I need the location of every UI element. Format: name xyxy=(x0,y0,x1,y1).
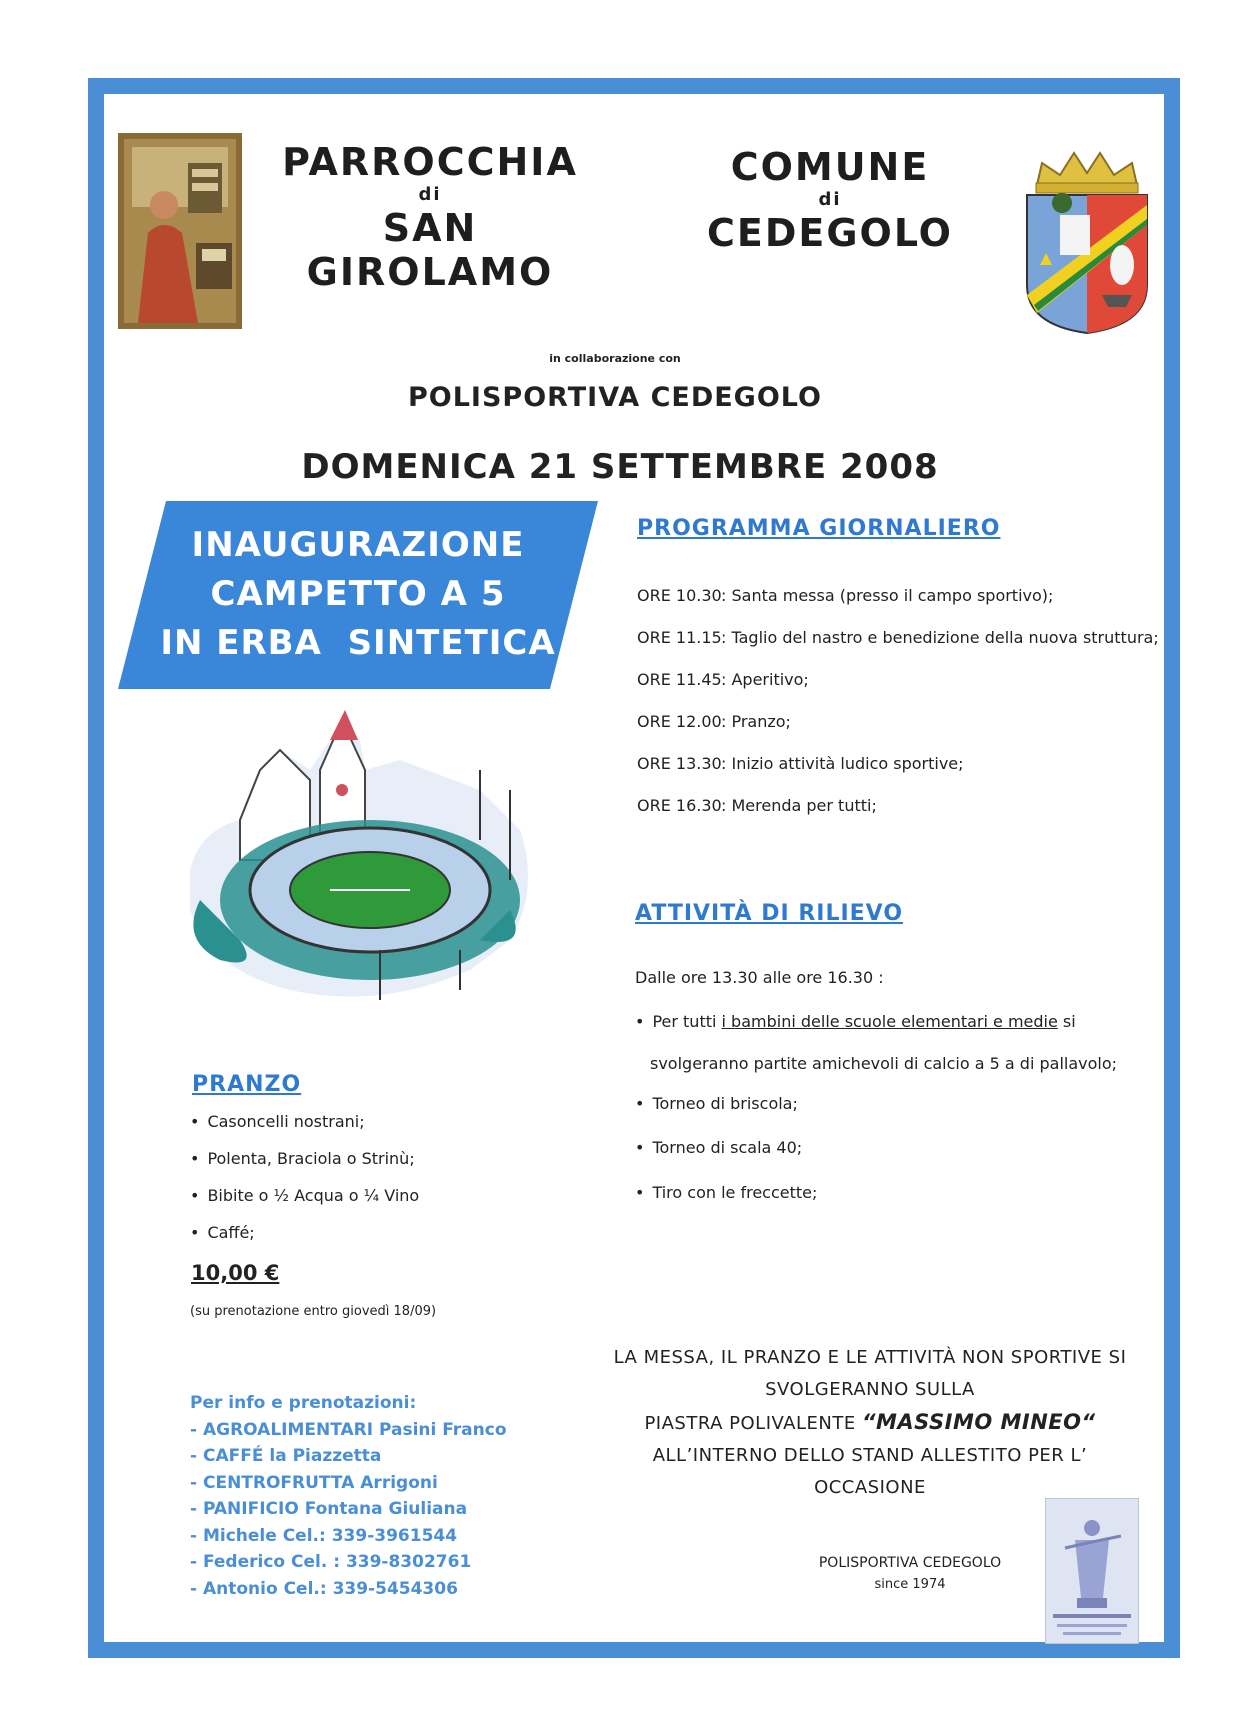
program-item xyxy=(637,754,1159,796)
polisportiva-logo xyxy=(1045,1498,1139,1644)
activities-intro: Dalle ore 13.30 alle ore 16.30 : xyxy=(635,968,884,987)
lunch-menu xyxy=(190,1112,419,1260)
footer-since: since 1974 xyxy=(874,1577,946,1592)
inauguration-banner xyxy=(118,501,598,689)
program-item xyxy=(637,670,1159,712)
lunch-item: • Caffé; xyxy=(190,1223,419,1260)
footer-org: POLISPORTIVA CEDEGOLO xyxy=(818,1555,1002,1571)
notice-line2: SVOLGERANNO SULLA xyxy=(765,1379,975,1400)
collaboration-label: in collaborazione con xyxy=(549,352,681,365)
program-list xyxy=(637,586,1159,838)
program-text: : Santa messa (presso il campo sportivo); xyxy=(721,586,1054,605)
stadium-illustration xyxy=(180,710,550,1010)
info-line: - PANIFICIO Fontana Giuliana xyxy=(190,1499,468,1519)
parish-header xyxy=(270,140,590,294)
program-time: ORE 13.30 xyxy=(637,754,722,773)
program-item xyxy=(637,796,1159,838)
parish-di: di xyxy=(418,184,442,205)
municipality-line2: CEDEGOLO xyxy=(706,211,953,255)
info-line: - CAFFÉ la Piazzetta xyxy=(190,1446,382,1466)
program-time: ORE 12.00 xyxy=(637,712,722,731)
activity-item: • Torneo di briscola; xyxy=(635,1094,798,1113)
notice-line1: LA MESSA, IL PRANZO E LE ATTIVITÀ NON SPORTIVE SI xyxy=(613,1347,1127,1368)
activity-item: • Torneo di scala 40; xyxy=(635,1138,802,1157)
municipality-di: di xyxy=(818,189,842,210)
municipality-line1: COMUNE xyxy=(730,145,930,189)
program-time: ORE 16.30 xyxy=(637,796,722,815)
event-date: DOMENICA 21 SETTEMBRE 2008 xyxy=(301,447,939,487)
program-title: PROGRAMMA GIORNALIERO xyxy=(637,516,1001,541)
notice-line4: ALL’INTERNO DELLO STAND ALLESTITO PER L’ OCCASIONE xyxy=(652,1445,1088,1498)
program-time: ORE 11.45 xyxy=(637,670,722,689)
program-time: ORE 11.15 xyxy=(637,628,722,647)
parish-line2: SAN GIROLAMO xyxy=(306,206,554,294)
partner-name: POLISPORTIVA CEDEGOLO xyxy=(407,382,822,413)
lunch-item: • Casoncelli nostrani; xyxy=(190,1112,419,1149)
program-text: : Pranzo; xyxy=(721,712,791,731)
info-block xyxy=(190,1390,507,1602)
info-line: - Antonio Cel.: 339-5454306 xyxy=(190,1578,458,1599)
notice-line3: PIASTRA POLIVALENTE “MASSIMO MINEO“ xyxy=(644,1410,1096,1434)
banner-line3: IN ERBA SINTETICA xyxy=(160,623,556,663)
info-line: - Michele Cel.: 339-3961544 xyxy=(190,1525,458,1546)
info-title: Per info e prenotazioni: xyxy=(190,1393,417,1413)
venue-name: “MASSIMO MINEO“ xyxy=(861,1410,1096,1434)
lunch-price: 10,00 € xyxy=(191,1261,280,1285)
lunch-note: (su prenotazione entro giovedì 18/09) xyxy=(190,1304,437,1319)
activity-item: • Per tutti i bambini delle scuole elementari e medie si xyxy=(635,1012,1076,1031)
program-item xyxy=(637,586,1159,628)
footer-signature xyxy=(800,1552,1020,1596)
activity-item: • Tiro con le freccette; xyxy=(635,1183,817,1202)
program-text: : Merenda per tutti; xyxy=(721,796,877,815)
lunch-item: • Bibite o ½ Acqua o ¼ Vino xyxy=(190,1186,419,1223)
program-text: : Aperitivo; xyxy=(721,670,809,689)
program-text: : Taglio del nastro e benedizione della nuova struttura; xyxy=(721,628,1159,647)
info-line: - Federico Cel. : 339-8302761 xyxy=(190,1552,472,1572)
activity-item-continued: svolgeranno partite amichevoli di calcio a 5 a di pallavolo; xyxy=(650,1054,1118,1073)
banner-line2: CAMPETTO A 5 xyxy=(210,574,506,614)
municipality-header xyxy=(700,145,960,255)
program-item xyxy=(637,628,1159,670)
program-text: : Inizio attività ludico sportive; xyxy=(721,754,964,773)
coat-of-arms xyxy=(1022,145,1152,335)
activity-underlined: i bambini delle scuole elementari e medie xyxy=(721,1012,1058,1031)
saint-jerome-painting xyxy=(118,133,242,329)
program-time: ORE 10.30 xyxy=(637,586,722,605)
info-line: - AGROALIMENTARI Pasini Franco xyxy=(190,1419,507,1440)
program-item xyxy=(637,712,1159,754)
info-line: - CENTROFRUTTA Arrigoni xyxy=(190,1472,438,1493)
parish-line1: PARROCCHIA xyxy=(282,140,578,184)
venue-notice xyxy=(610,1342,1130,1504)
banner-line1: INAUGURAZIONE xyxy=(191,525,525,565)
lunch-title: PRANZO xyxy=(192,1072,302,1097)
lunch-item: • Polenta, Braciola o Strinù; xyxy=(190,1149,419,1186)
activities-title: ATTIVITÀ DI RILIEVO xyxy=(635,901,904,926)
